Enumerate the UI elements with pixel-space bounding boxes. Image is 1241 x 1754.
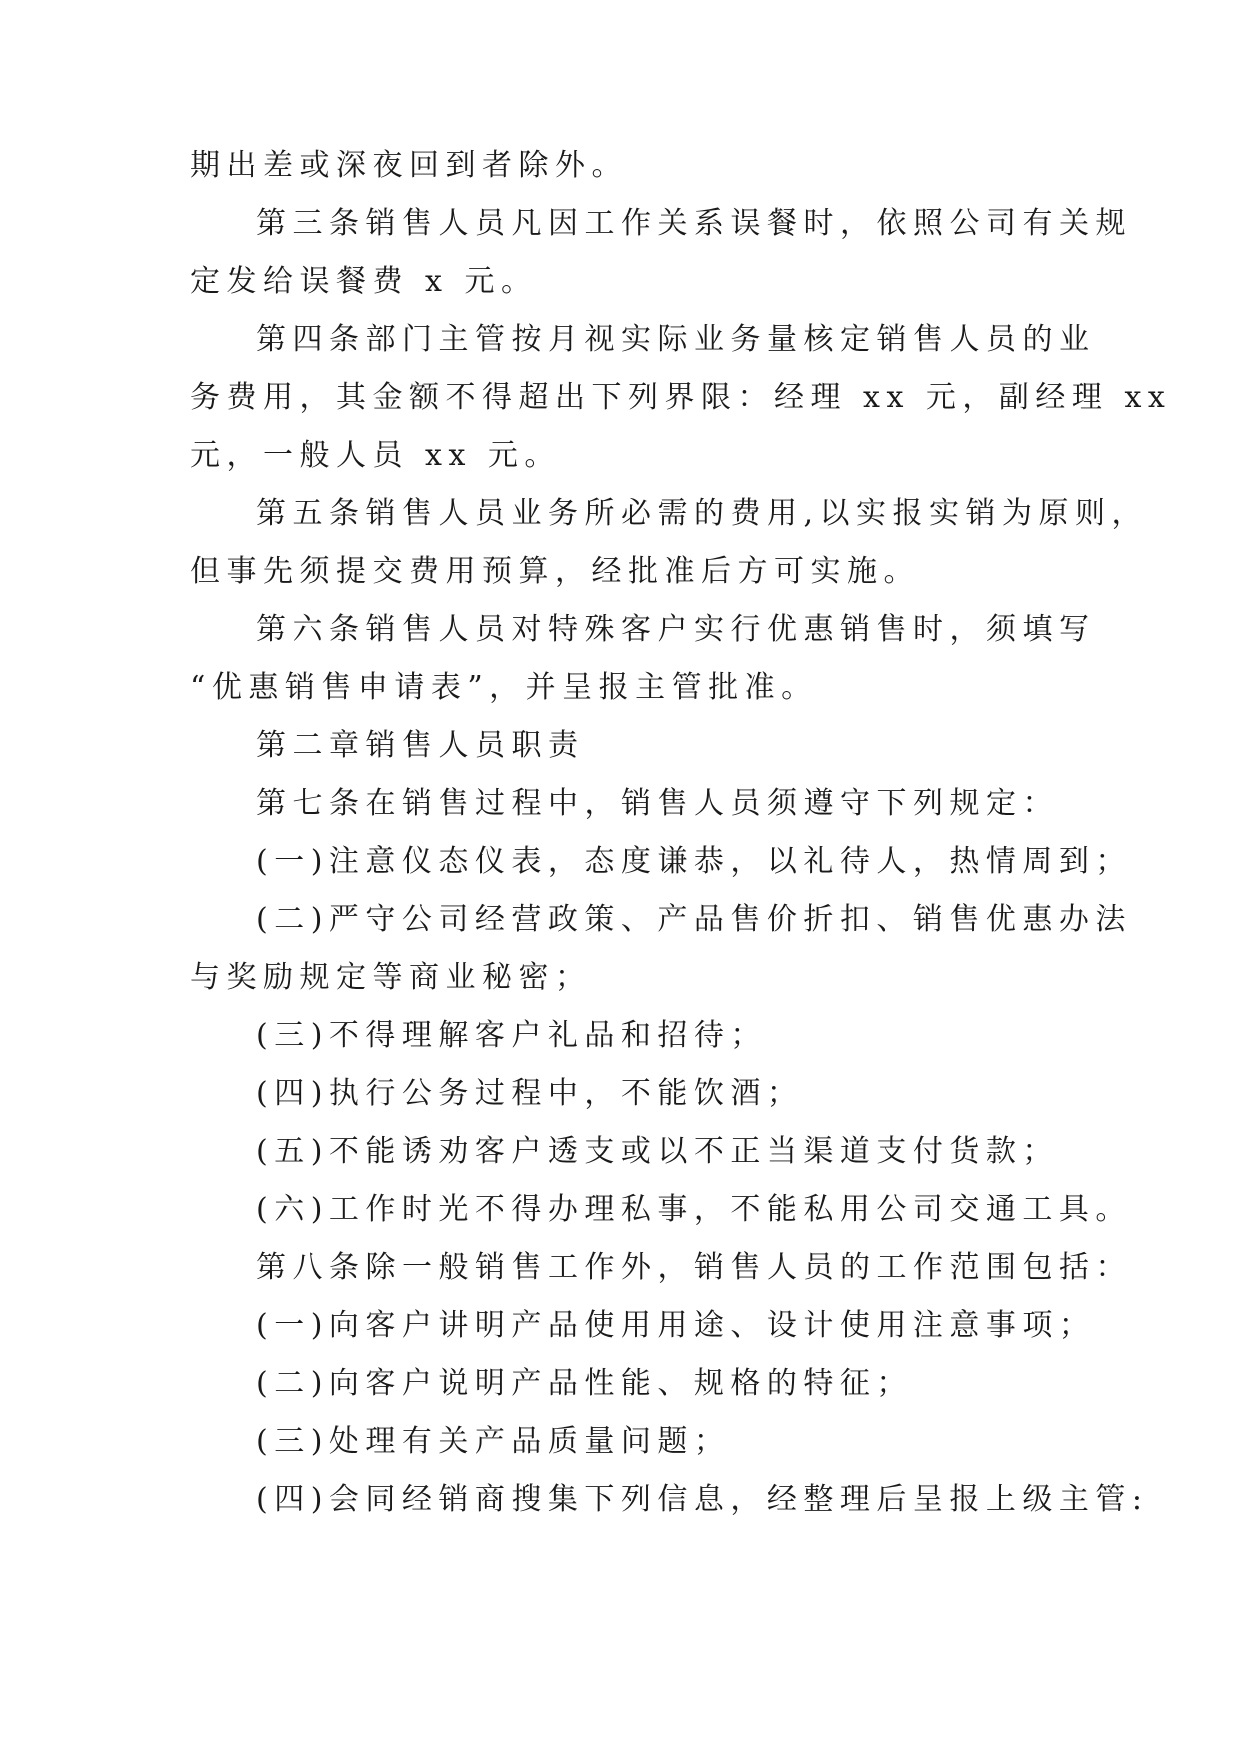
list-item: (四)会同经销商搜集下列信息，经整理后呈报上级主管:	[256, 1482, 1149, 1517]
text-line: 务费用，其金额不得超出下列界限：经理 xx 元，副经理 xx	[190, 380, 1172, 415]
text-line: 期出差或深夜回到者除外。	[190, 148, 628, 183]
list-item: (一)向客户讲明产品使用用途、设计使用注意事项；	[256, 1308, 1096, 1343]
list-item: (三)不得理解客户礼品和招待；	[256, 1018, 767, 1053]
list-item: (一)注意仪态仪表，态度谦恭，以礼待人，热情周到；	[256, 844, 1132, 879]
text-line: 定发给误餐费 x 元。	[190, 264, 538, 299]
list-item: (二)严守公司经营政策、产品售价折扣、销售优惠办法	[256, 902, 1132, 937]
text-line: “优惠销售申请表”，并呈报主管批准。	[190, 670, 818, 705]
text-line: 第三条销售人员凡因工作关系误餐时，依照公司有关规	[256, 206, 1132, 241]
list-item: (二)向客户说明产品性能、规格的特征；	[256, 1366, 913, 1401]
list-item: (三)处理有关产品质量问题；	[256, 1424, 731, 1459]
text-line: 第八条除一般销售工作外，销售人员的工作范围包括：	[256, 1250, 1132, 1285]
text-line: 但事先须提交费用预算，经批准后方可实施。	[190, 554, 920, 589]
text-line: 第四条部门主管按月视实际业务量核定销售人员的业	[256, 322, 1096, 357]
list-item: (五)不能诱劝客户透支或以不正当渠道支付货款；	[256, 1134, 1059, 1169]
text-line: 元，一般人员 xx 元。	[190, 438, 561, 473]
text-line: 第七条在销售过程中，销售人员须遵守下列规定：	[256, 786, 1059, 821]
text-line: 第六条销售人员对特殊客户实行优惠销售时，须填写	[256, 612, 1096, 647]
text-line: 第五条销售人员业务所必需的费用,以实报实销为原则，	[256, 496, 1149, 531]
text-line: 与奖励规定等商业秘密；	[190, 960, 592, 995]
list-item: (四)执行公务过程中，不能饮酒；	[256, 1076, 804, 1111]
list-item: (六)工作时光不得办理私事，不能私用公司交通工具。	[256, 1192, 1132, 1227]
section-heading: 第二章销售人员职责	[256, 728, 585, 763]
